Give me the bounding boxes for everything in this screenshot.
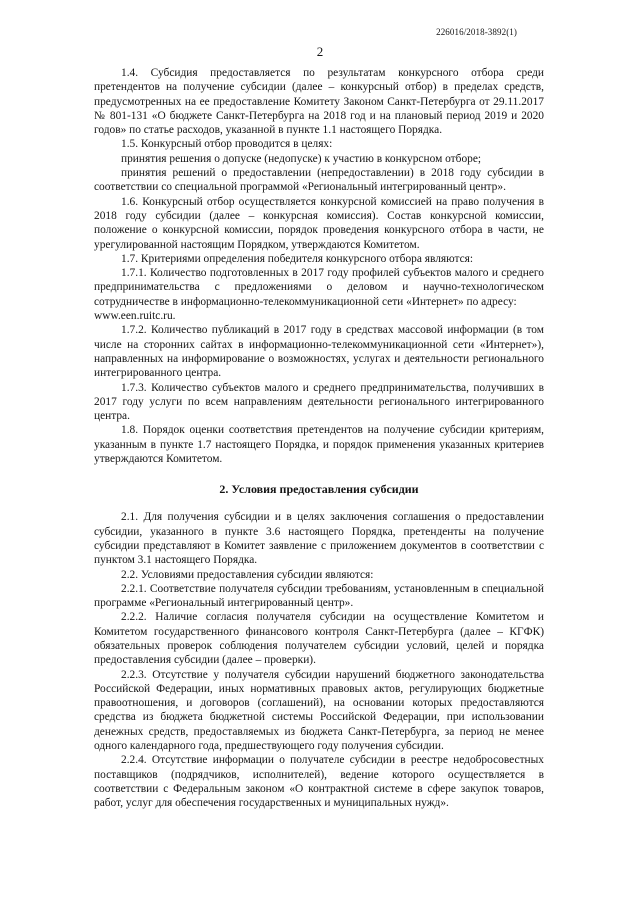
paragraph-2-2: 2.2. Условиями предоставления субсидии являются: (121, 568, 374, 581)
paragraph-1-7-1: 1.7.1. Количество подготовленных в 2017 году профилей субъектов малого и среднего предпринимательства с предложениями о деловом и научно-технологическом сотрудничестве в информационно-телекоммуникационной сети «Интернет» по адресу: (94, 267, 544, 308)
paragraph-1-5: 1.5. Конкурсный отбор проводится в целях: (121, 138, 333, 151)
paragraph-1-5-item-1: принятия решения о допуске (недопуске) к участию в конкурсном отборе; (121, 152, 482, 165)
paragraph-2-2-4: 2.2.4. Отсутствие информации о получателе субсидии в реестре недобросовестных поставщиков (подрядчиков, исполнителей), ведение которого осуществляется в соответствии с Федеральным законом «О контрактной системе в сфере закупок товаров, работ, услуг для обеспечения государственных и муниципальных нужд». (94, 754, 544, 810)
paragraph-1-4: 1.4. Субсидия предоставляется по результатам конкурсного отбора среди претендентов на получение субсидии (далее – конкурсный отбор) в пределах средств, предусмотренных на ее предоставление Комитету Законом Санкт-Петербурга от 29.11.2017 № 801-131 «О бюджете Санкт-Петербурга на 2018 год и на плановый период 2019 и 2020 годов» по статье расходов, указанной в пункте 1.1 настоящего Порядка. (94, 67, 544, 137)
document-id: 226016/2018-3892(1) (436, 27, 517, 37)
paragraph-1-7-2: 1.7.2. Количество публикаций в 2017 году в средствах массовой информации (в том числе на сторонних сайтах в информационно-телекоммуникационной сети «Интернет»), направленных на информирование о возможностях, услугах и деятельности регионального интегрированного центра. (94, 324, 544, 380)
page-number: 2 (316, 44, 324, 59)
paragraph-1-7: 1.7. Критериями определения победителя конкурсного отбора являются: (121, 252, 474, 265)
paragraph-1-8: 1.8. Порядок оценки соответствия претендентов на получение субсидии критериям, указанным в пункте 1.7 настоящего Порядка, и порядок применения указанных критериев утверждаются Комитетом. (94, 424, 544, 466)
paragraph-2-2-3: 2.2.3. Отсутствие у получателя субсидии нарушений бюджетного законодательства Российской Федерации, иных нормативных правовых актов, регулирующих бюджетные правоотношения, и договоров (соглашений), на основании которых предоставляются средства из бюджета бюджетной системы Российской Федерации, при использовании денежных средств, предоставляемых из бюджета Санкт-Петербурга, за период не менее одного календарного года, предшествующего году получения субсидии. (94, 668, 544, 753)
document-body (94, 66, 544, 811)
paragraph-1-5-item-2: принятия решений о предоставлении (непредоставлении) в 2018 году субсидии в соответствии со специальной программой «Региональный интегрированный центр». (94, 167, 544, 194)
paragraph-1-7-3: 1.7.3. Количество субъектов малого и среднего предпринимательства, получивших в 2017 году услуги по всем направлениям деятельности регионального интегрированного центра. (94, 381, 544, 423)
paragraph-2-2-1: 2.2.1. Соответствие получателя субсидии требованиям, установленным в специальной программе «Региональный интегрированный центр». (94, 582, 544, 610)
paragraph-2-2-2: 2.2.2. Наличие согласия получателя субсидии на осуществление Комитетом и Комитетом государственного финансового контроля Санкт-Петербурга (далее – КГФК) обязательных проверок соблюдения получателем субсидии условий, целей и порядка предоставления субсидии (далее – проверки). (94, 611, 544, 667)
paragraph-1-7-1-url: www.een.ruitc.ru. (94, 310, 176, 323)
paragraph-1-6: 1.6. Конкурсный отбор осуществляется конкурсной комиссией на право получения в 2018 году субсидии (далее – конкурсная комиссия). Состав конкурсной комиссии, положение о конкурсной комиссии, порядок проведения конкурсного отбора в части, не урегулированной настоящим Порядком, утверждаются Комитетом. (94, 195, 544, 251)
section-2-heading: 2. Условия предоставления субсидии (219, 482, 419, 497)
paragraph-2-1: 2.1. Для получения субсидии и в целях заключения соглашения о предоставлении субсидии, указанного в пункте 3.6 настоящего Порядка, претенденты на получение субсидии представляют в Комитет заявление с приложением документов в соответствии с пунктом 3.1 настоящего Порядка. (94, 511, 544, 567)
